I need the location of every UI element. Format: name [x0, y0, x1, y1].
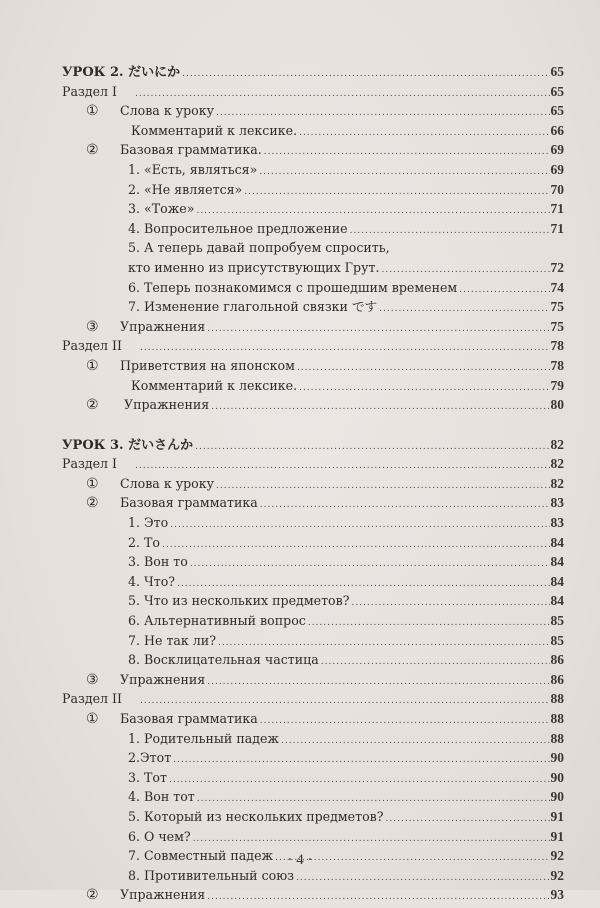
toc-entry-text: Комментарий к лексике.	[131, 377, 298, 393]
toc-entry-text: 6. О чем?	[128, 828, 191, 844]
toc-page-number: 74	[550, 279, 564, 295]
toc-page-number: 90	[550, 789, 564, 805]
toc-entry-text: Упражнения	[120, 887, 206, 903]
toc-entry-text: 3. Вон то	[128, 554, 188, 570]
toc-entry[interactable]	[62, 572, 564, 592]
toc-entry-text: кто именно из присутствующих Грут.	[128, 259, 380, 275]
toc-section[interactable]	[62, 454, 564, 474]
toc-entry-label	[62, 82, 135, 102]
toc-page-number: 83	[550, 515, 564, 531]
toc-entry-text: 5. Что из нескольких предметов?	[128, 593, 350, 609]
toc-entry[interactable]	[62, 552, 564, 572]
page-number: · 4 ·	[287, 852, 313, 868]
toc-entry[interactable]	[62, 885, 564, 905]
toc-entry-label	[86, 885, 207, 906]
toc-entry-label	[128, 160, 259, 180]
toc-entry-text: 3. «Тоже»	[128, 201, 195, 217]
toc-page-number: 88	[550, 691, 564, 707]
leader-dots	[207, 888, 549, 908]
toc-page-number: 65	[550, 64, 564, 79]
toc-entry-text: 8. Противительный союз	[128, 867, 295, 883]
toc-page-number: 82	[550, 456, 564, 472]
toc-entry-label	[128, 572, 177, 592]
toc-entry-text: 4. Вопросительное предложение	[128, 220, 348, 236]
toc-page-number: 88	[550, 730, 564, 746]
toc-entry-label	[86, 709, 260, 730]
circled-number-icon: ③	[86, 671, 99, 688]
toc-lesson-heading[interactable]	[62, 435, 564, 455]
toc-entry-text: 8. Восклицательная частица	[128, 652, 319, 668]
toc-entry-text: 2. «Не является»	[128, 181, 243, 197]
toc-entry-label	[86, 140, 264, 161]
circled-number-icon: ①	[86, 357, 99, 374]
toc-entry[interactable]	[62, 474, 564, 494]
toc-entry[interactable]	[62, 140, 564, 160]
toc-entry-text: 5. А теперь давай попробуем спросить,	[128, 240, 390, 256]
toc-entry-text: 1. «Есть, являться»	[128, 161, 258, 177]
toc-entry-text: Раздел II	[62, 691, 123, 707]
toc-page-number: 92	[550, 867, 564, 883]
toc-page-number: 82	[550, 475, 564, 491]
toc-page-number: 86	[550, 671, 564, 687]
toc-entry-text: 5. Который из нескольких предметов?	[128, 808, 384, 824]
circled-number-icon: ③	[86, 318, 99, 335]
toc-lesson-title: УРОК 2. だいにか	[62, 65, 181, 80]
toc-entry[interactable]	[62, 670, 564, 690]
toc-page-number: 70	[550, 181, 564, 197]
toc-entry[interactable]	[62, 101, 564, 121]
toc-entry-label	[128, 533, 162, 553]
toc-entry-text: 4. Что?	[128, 573, 176, 589]
toc-entry-text: 1. Родительный падеж	[128, 730, 280, 746]
toc-entry-label	[86, 493, 260, 514]
toc-entry[interactable]	[62, 611, 564, 631]
toc-entry-label	[128, 729, 281, 749]
toc-entry-text: 6. Альтернативный вопрос	[128, 613, 306, 629]
toc-entry-text: 2.Этот	[128, 750, 172, 766]
toc-entry-text: Слова к уроку	[120, 103, 215, 119]
toc-entry-label	[128, 199, 196, 219]
toc-entry-label	[128, 180, 244, 200]
toc-entry-text: 4. Вон тот	[128, 789, 195, 805]
toc-page-number: 91	[550, 828, 564, 844]
toc-entry-label	[128, 552, 190, 572]
toc-page-number: 69	[550, 161, 564, 177]
toc-entry[interactable]	[62, 591, 564, 611]
toc-page-number: 92	[550, 848, 564, 864]
toc-entry[interactable]	[62, 121, 564, 141]
toc-page-number: 85	[550, 632, 564, 648]
toc-entry-label	[131, 376, 299, 396]
toc-entry-label	[128, 297, 379, 317]
toc-entry-label	[86, 395, 211, 416]
toc-page-number: 65	[550, 103, 564, 119]
toc-page-number: 69	[550, 142, 564, 158]
toc-page-number: 84	[550, 593, 564, 609]
toc-entry-text: Раздел II	[62, 338, 123, 354]
toc-page-number: 83	[550, 495, 564, 511]
toc-entry-label	[128, 513, 170, 533]
toc-entry[interactable]	[62, 258, 564, 278]
toc-entry-label	[128, 650, 321, 670]
toc-page-number: 75	[550, 299, 564, 315]
toc-lesson-heading[interactable]	[62, 62, 564, 82]
toc-entry-text: 2. То	[128, 534, 161, 550]
toc-page-number: 88	[550, 711, 564, 726]
toc-page-number: 78	[550, 338, 564, 354]
toc-entry-label	[128, 611, 308, 631]
toc-entry-label	[86, 670, 207, 691]
toc-entry-label	[128, 219, 350, 239]
toc-page-number: 71	[550, 201, 564, 217]
toc-page-number: 91	[550, 808, 564, 824]
toc-entry[interactable]	[62, 278, 564, 298]
toc-entry-text: 3. Тот	[128, 769, 167, 785]
toc-entry-label	[62, 336, 140, 356]
toc-entry[interactable]	[62, 180, 564, 200]
toc-page-number: 66	[550, 122, 564, 138]
toc-page-number: 65	[550, 83, 564, 99]
toc-entry-label	[86, 474, 216, 495]
toc-entry-text: 1. Это	[128, 515, 169, 531]
toc-entry-label	[62, 689, 140, 709]
lesson-spacer	[62, 415, 564, 435]
toc-entry[interactable]	[62, 160, 564, 180]
toc-page-number: 93	[550, 887, 564, 903]
toc-entry-label	[128, 258, 381, 278]
toc-entry[interactable]	[62, 807, 564, 827]
toc-section[interactable]	[62, 82, 564, 102]
toc-page-number: 79	[550, 377, 564, 393]
toc-entry[interactable]	[62, 238, 564, 258]
toc-entry-label	[128, 238, 392, 258]
toc-entry[interactable]	[62, 297, 564, 317]
toc-entry[interactable]	[62, 376, 564, 396]
toc-page-number: 80	[550, 397, 564, 413]
toc-entry-label	[62, 454, 135, 474]
toc-entry-text: Упражнения	[120, 397, 210, 413]
toc-page-number: 71	[550, 220, 564, 236]
toc-page-number: 90	[550, 750, 564, 766]
toc-page-number: 84	[550, 534, 564, 550]
toc-page-number: 90	[550, 769, 564, 785]
toc-entry-label	[128, 631, 218, 651]
toc-entry[interactable]	[62, 748, 564, 768]
toc-entry[interactable]	[62, 631, 564, 651]
leader-dots	[211, 398, 549, 418]
toc-entry-label	[86, 101, 216, 122]
toc-entry[interactable]	[62, 533, 564, 553]
toc-entry[interactable]	[62, 317, 564, 337]
toc-entry-label	[128, 768, 169, 788]
toc-page-number: 84	[550, 554, 564, 570]
toc-entry-text: Комментарий к лексике.	[131, 122, 298, 138]
toc-entry-text: Упражнения	[120, 318, 206, 334]
toc-entry-label	[86, 317, 207, 338]
circled-number-icon: ①	[86, 711, 99, 727]
circled-number-icon: ②	[86, 887, 99, 904]
toc-entry-label	[86, 356, 297, 377]
toc-page-number: 85	[550, 613, 564, 629]
toc-page-number: 86	[550, 652, 564, 668]
circled-number-icon: ①	[86, 475, 99, 492]
toc-entry-text: 7. Изменение глагольной связки です	[128, 299, 378, 315]
toc-section[interactable]	[62, 689, 564, 709]
toc-entry-text: 6. Теперь познакомимся с прошедшим временем	[128, 279, 458, 295]
circled-number-icon: ②	[86, 142, 99, 159]
toc-entry-label	[128, 278, 459, 298]
toc-entry-text: 7. Не так ли?	[128, 632, 216, 648]
toc-entry-text: Базовая грамматика	[120, 495, 258, 511]
toc-page-number: 84	[550, 573, 564, 589]
table-of-contents	[62, 62, 564, 905]
toc-entry[interactable]	[62, 827, 564, 847]
toc-entry[interactable]	[62, 493, 564, 513]
toc-page-number: 72	[550, 259, 564, 275]
toc-page-number: 82	[550, 436, 564, 452]
circled-number-icon: ①	[86, 103, 99, 120]
toc-entry[interactable]	[62, 395, 564, 415]
toc-entry-label	[128, 748, 173, 768]
toc-entry-text: Раздел I	[62, 83, 118, 99]
toc-entry-text: Базовая грамматика	[120, 711, 258, 726]
toc-entry[interactable]	[62, 729, 564, 749]
toc-entry[interactable]	[62, 219, 564, 239]
toc-entry-label	[128, 787, 197, 807]
toc-page-number: 78	[550, 357, 564, 373]
toc-entry[interactable]	[62, 709, 564, 729]
toc-entry[interactable]	[62, 356, 564, 376]
toc-entry-text: 7. Совместный падеж	[128, 848, 274, 864]
toc-entry[interactable]	[62, 787, 564, 807]
toc-page-number: 75	[550, 318, 564, 334]
toc-entry-label	[128, 591, 351, 611]
toc-entry[interactable]	[62, 768, 564, 788]
toc-entry-text: Базовая грамматика.	[120, 142, 262, 158]
toc-entry-text: Слова к уроку	[120, 475, 215, 491]
toc-section[interactable]	[62, 336, 564, 356]
toc-entry-text: Упражнения	[120, 671, 206, 687]
toc-entry-label	[131, 121, 299, 141]
toc-entry-text: Раздел I	[62, 456, 118, 472]
toc-entry-label	[128, 827, 193, 847]
toc-entry[interactable]	[62, 650, 564, 670]
toc-entry[interactable]	[62, 199, 564, 219]
toc-lesson-title: УРОК 3. だいさんか	[62, 437, 194, 453]
toc-entry[interactable]	[62, 513, 564, 533]
circled-number-icon: ②	[86, 495, 99, 512]
toc-entry-text: Приветствия на японском	[120, 357, 295, 373]
circled-number-icon: ②	[86, 397, 99, 414]
toc-entry-label	[128, 807, 386, 827]
